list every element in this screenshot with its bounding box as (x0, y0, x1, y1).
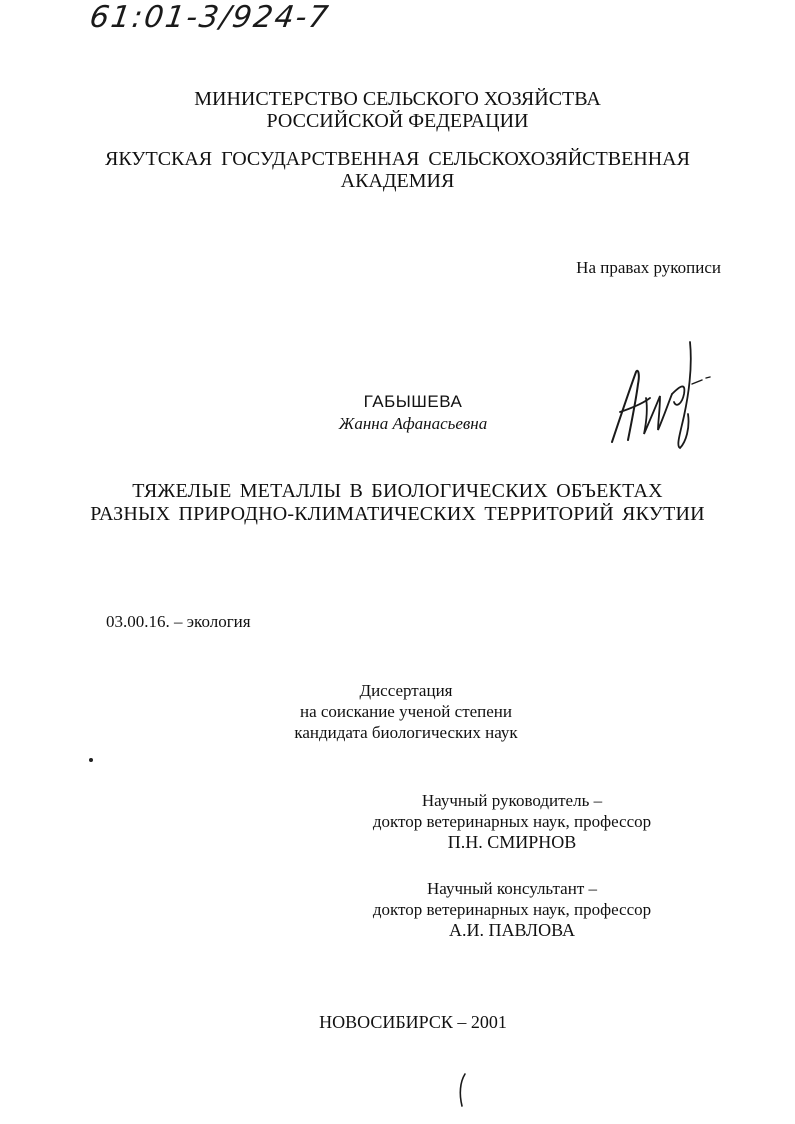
author-first-names: Жанна Афанасьевна (338, 414, 488, 433)
consultant-degree: доктор ветеринарных наук, профессор (372, 900, 652, 919)
ministry-heading (0, 88, 795, 132)
academy-line-2: АКАДЕМИЯ (340, 170, 455, 192)
ministry-line-1: МИНИСТЕРСТВО СЕЛЬСКОГО ХОЗЯЙСТВА (194, 88, 601, 110)
supervisor-name: П.Н. СМИРНОВ (447, 832, 577, 852)
thesis-line-3: кандидата биологических наук (294, 723, 518, 742)
author-last-name: ГАБЫШЕВА (363, 392, 463, 411)
author-signature-icon (606, 338, 718, 462)
stray-ink-dot (89, 758, 93, 762)
ministry-line-2: РОССИЙСКОЙ ФЕДЕРАЦИИ (266, 110, 529, 132)
thesis-line-1: Диссертация (359, 681, 453, 700)
supervisor-degree: доктор ветеринарных наук, профессор (372, 812, 652, 831)
handwritten-archive-code: 61:01-3/924-7 (87, 0, 333, 35)
title-line-1: ТЯЖЕЛЫЕ МЕТАЛЛЫ В БИОЛОГИЧЕСКИХ ОБЪЕКТАХ (132, 480, 663, 502)
thesis-line-2: на соискание ученой степени (299, 702, 513, 721)
consultant-role: Научный консультант – (427, 879, 597, 898)
city-year: НОВОСИБИРСК – 2001 (319, 1012, 507, 1032)
supervisor-role: Научный руководитель – (421, 791, 603, 810)
specialty-code: 03.00.16. – экология (106, 612, 251, 631)
consultant-block (300, 878, 724, 941)
title-line-2: РАЗНЫХ ПРИРОДНО-КЛИМАТИЧЕСКИХ ТЕРРИТОРИЙ ЯКУТИИ (90, 503, 705, 525)
academy-line-1: ЯКУТСКАЯ ГОСУДАРСТВЕННАЯ СЕЛЬСКОХОЗЯЙСТВЕННАЯ (105, 148, 690, 170)
dissertation-title (0, 480, 795, 526)
page-mark-icon (456, 1072, 470, 1108)
manuscript-rights-note: На правах рукописи (576, 258, 721, 277)
consultant-name: А.И. ПАВЛОВА (449, 920, 575, 940)
academy-heading (0, 148, 795, 192)
supervisor-block (300, 790, 724, 853)
thesis-statement (0, 680, 795, 743)
